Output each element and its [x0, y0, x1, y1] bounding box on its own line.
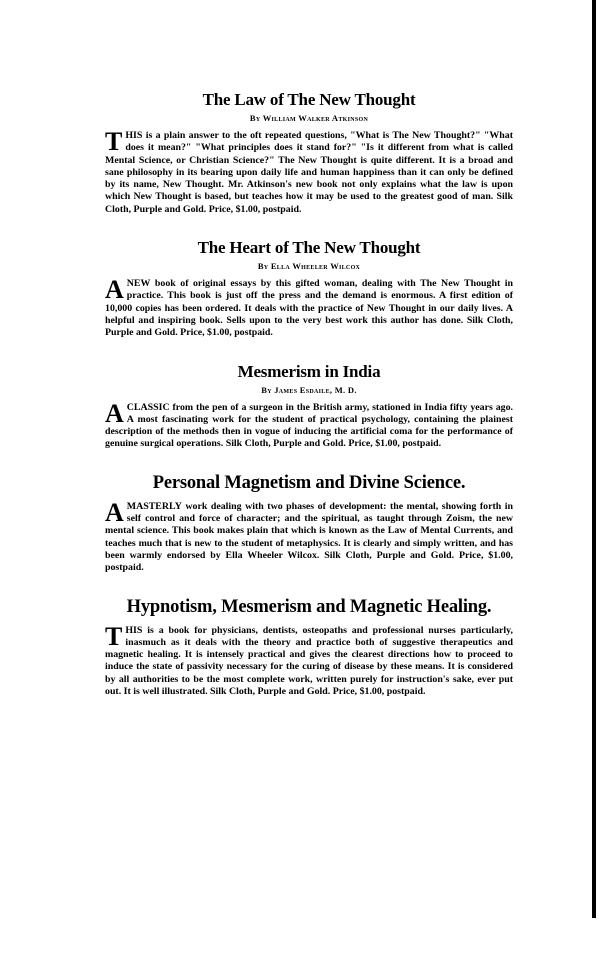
lead-word: NEW	[126, 278, 151, 290]
book-author: By William Walker Atkinson	[249, 113, 369, 123]
lead-word: MASTERLY	[126, 500, 182, 512]
book-entry-hypnotism-mesmerism	[105, 597, 513, 699]
drop-cap: A	[105, 275, 124, 305]
scan-edge-gap	[592, 918, 596, 978]
book-title: Personal Magnetism and Divine Science.	[152, 472, 466, 493]
book-title: Mesmerism in India	[237, 361, 381, 381]
book-description	[105, 127, 513, 216]
book-description	[105, 621, 513, 699]
lead-word: HIS	[125, 130, 143, 141]
lead-word: HIS	[125, 624, 143, 636]
book-entry-personal-magnetism	[105, 473, 513, 575]
description-text: is a plain answer to the oft repeated questions, "What is The New Thought?" "What does it mean?" "What principles does it stand for?" "Is it different from what is called Mental Science, or Christian Science?" The New Thought is quite different. It is a broad and sane philosophy in its bearing upon daily life and human happiness than it can only be defined by its name, New Thought. Mr. Atkinson's new book not only explains what the law is upon which New Thought is based, but teaches how it may be used to the greatest good of man. Silk Cloth, Purple and Gold. Price, $1.00, postpaid.	[105, 130, 513, 215]
book-author: By James Esdaile, M. D.	[261, 384, 357, 395]
advertisement-page	[105, 90, 513, 698]
description-text: from the pen of a surgeon in the British army, stationed in India fifty years ago. A most fascinating work for the student of practical psychology, containing the plainest description of the methods then in vogue of inducing the artificial coma for the performance of genuine surgical operations. Silk Cloth, Purple and Gold. Price, $1.00, postpaid.	[105, 401, 513, 450]
drop-cap: A	[105, 497, 124, 527]
lead-word: CLASSIC	[126, 401, 170, 413]
scan-edge-line	[592, 0, 596, 978]
book-entry-mesmerism-in-india	[105, 362, 513, 451]
book-title: The Law of The New Thought	[202, 90, 416, 109]
drop-cap: T	[105, 127, 123, 156]
description-text: work dealing with two phases of development: the mental, showing forth in self control and force of character; and the spiritual, as taught through Zoism, the new mental science. This book makes plain that which is known as the Law of Mental Currents, and teaches much that is new to the student of metaphysics. It is clearly and simply written, and has been warmly endorsed by Ella Wheeler Wilcox. Silk Cloth, Purple and Gold. Price, $1.00, postpaid.	[105, 500, 514, 574]
book-title: Hypnotism, Mesmerism and Magnetic Healing.	[126, 596, 492, 617]
description-text: book of original essays by this gifted woman, dealing with The New Thought in practice. This book is just off the press and the demand is enormous. A first edition of 10,000 copies has been ordered. It deals with the practice of New Thought in our daily lives. A helpful and inspiring book. Sells upon to the very best work this author has done. Silk Cloth, Purple and Gold. Price, $1.00, postpaid.	[105, 278, 514, 339]
book-entry-law-of-new-thought	[105, 90, 513, 216]
book-title: The Heart of The New Thought	[197, 238, 421, 258]
book-description	[105, 497, 514, 575]
drop-cap: A	[105, 398, 124, 428]
drop-cap: T	[105, 621, 123, 651]
book-author: By Ella Wheeler Wilcox	[257, 261, 361, 272]
book-description	[105, 398, 513, 451]
description-text: is a book for physicians, dentists, osteopaths and professional nurses particularly, inasmuch as it deals with the theory and practice both of suggestive therapeutics and magnetic healing. It is intensely practical and gives the clearest directions how to proceed to induce the state of passivity necessary for the curing of disease by these means. It is considered by all authorities to be the most complete work, written purely for instruction's sake, ever put out. It is well illustrated. Silk Cloth, Purple and Gold. Price, $1.00, postpaid.	[105, 624, 513, 698]
book-description	[105, 275, 514, 339]
book-entry-heart-of-new-thought	[105, 238, 513, 339]
